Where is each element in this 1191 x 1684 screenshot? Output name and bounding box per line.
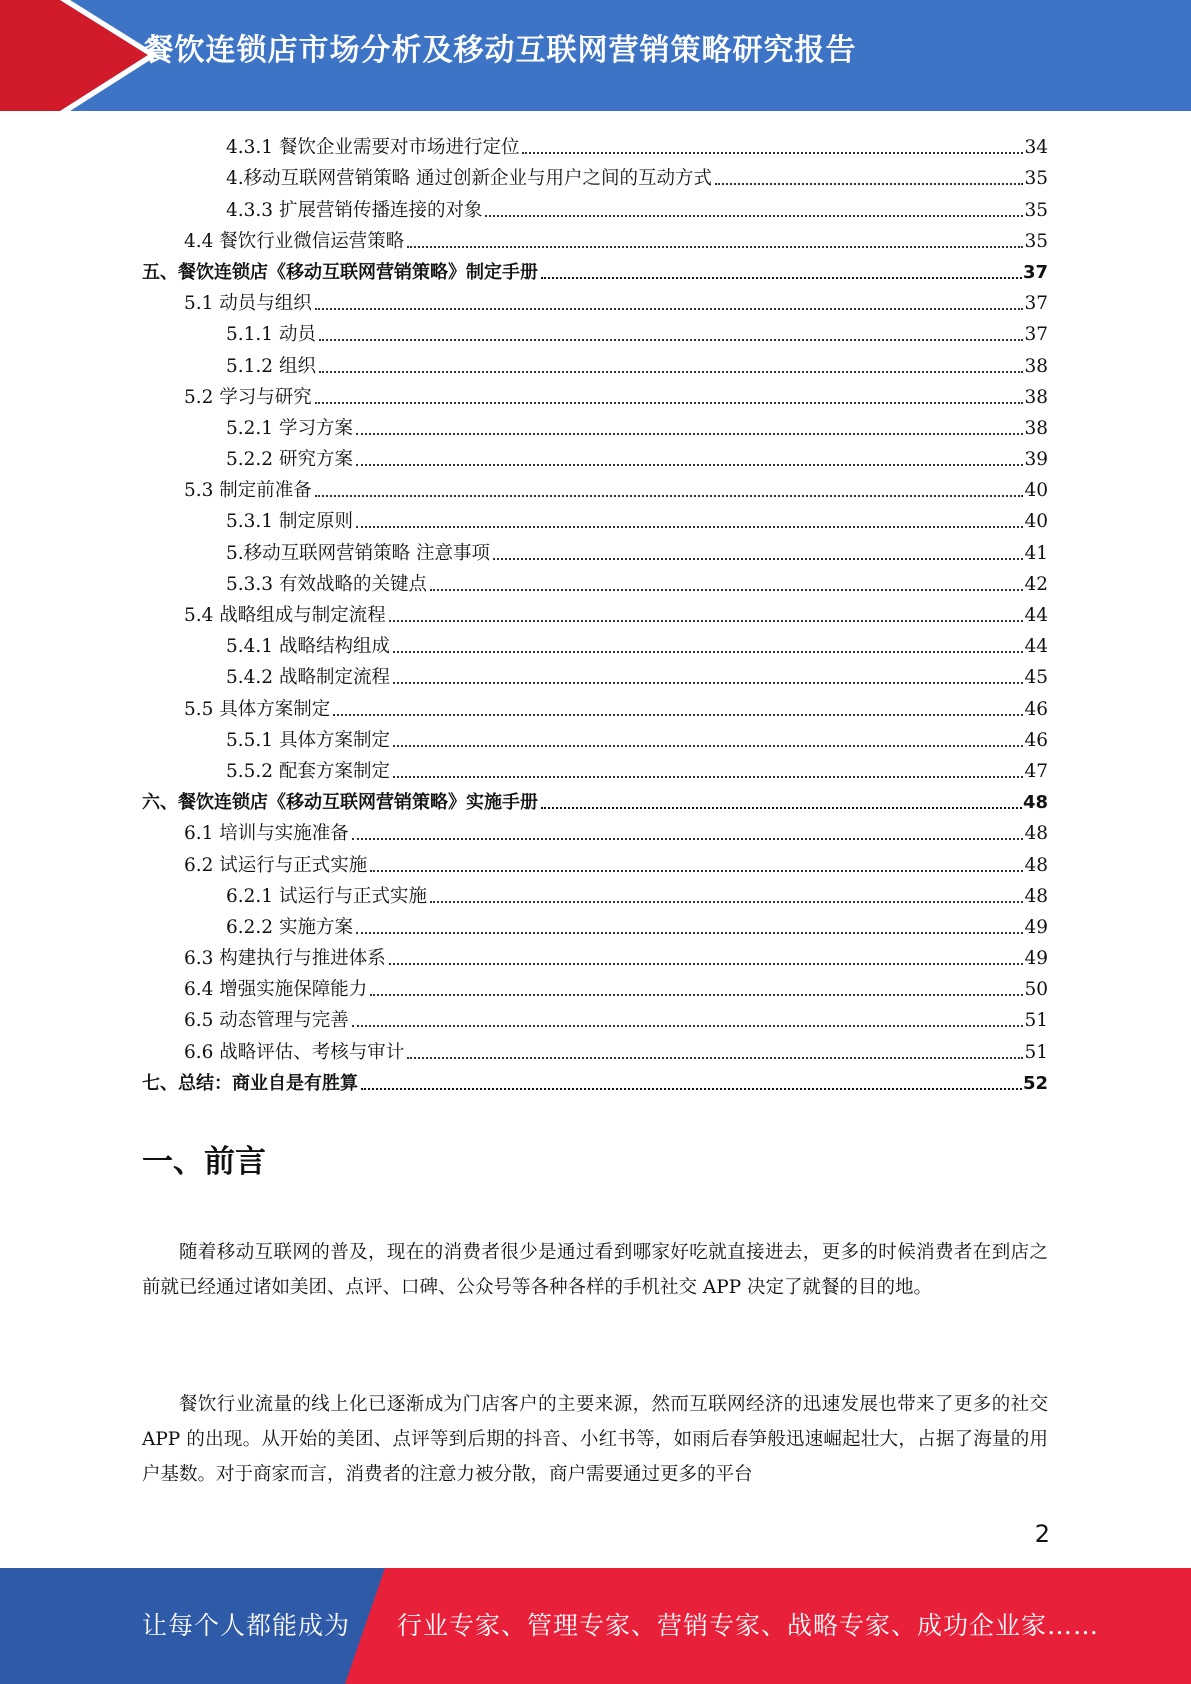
toc-entry-page: 38: [1024, 417, 1048, 439]
toc-entry-page: 49: [1024, 916, 1048, 938]
toc-entry-label: 五、餐饮连锁店《移动互联网营销策略》制定手册: [142, 261, 538, 283]
toc-entry[interactable]: [142, 877, 1048, 908]
toc-entry-page: 48: [1024, 885, 1048, 907]
toc-entry[interactable]: [142, 253, 1048, 284]
toc-entry-label: 六、餐饮连锁店《移动互联网营销策略》实施手册: [142, 792, 538, 814]
toc-entry[interactable]: [142, 783, 1048, 814]
header-title: 餐饮连锁店市场分析及移动互联网营销策略研究报告: [143, 33, 857, 68]
toc-dot-leader: [370, 993, 1023, 996]
toc-entry[interactable]: [142, 409, 1048, 440]
toc-entry[interactable]: [142, 440, 1048, 471]
toc-entry-label: 5.2 学习与研究: [184, 386, 312, 408]
toc-entry[interactable]: [142, 752, 1048, 783]
toc-entry-page: 45: [1024, 667, 1048, 689]
toc-entry-page: 38: [1024, 355, 1048, 377]
toc-entry[interactable]: [142, 658, 1048, 689]
toc-entry-page: 35: [1024, 199, 1048, 221]
toc-entry-label: 5.1.2 组织: [226, 355, 316, 377]
toc-entry-label: 5.1 动员与组织: [184, 293, 312, 315]
toc-entry-page: 37: [1022, 261, 1048, 283]
toc-dot-leader: [356, 432, 1024, 435]
footer-slogan-left: 让每个人都能成为: [142, 1611, 351, 1640]
toc-entry[interactable]: [142, 346, 1048, 377]
toc-entry-label: 4.3.1 餐饮企业需要对市场进行定位: [226, 137, 520, 159]
toc-entry[interactable]: [142, 814, 1048, 845]
toc-dot-leader: [430, 588, 1023, 591]
toc-entry[interactable]: [142, 315, 1048, 346]
toc-entry-page: 40: [1024, 511, 1048, 533]
toc-dot-leader: [485, 214, 1023, 217]
toc-entry-page: 44: [1024, 605, 1048, 626]
toc-entry-label: 6.3 构建执行与推进体系: [184, 948, 386, 970]
toc-entry[interactable]: [142, 908, 1048, 939]
toc-entry-page: 47: [1024, 760, 1048, 782]
toc-entry[interactable]: [142, 1032, 1048, 1063]
toc-entry-label: 5.4.1 战略结构组成: [226, 636, 390, 658]
toc-entry[interactable]: [142, 471, 1048, 502]
toc-entry-page: 34: [1024, 137, 1048, 159]
toc-dot-leader: [493, 557, 1023, 560]
toc-dot-leader: [393, 681, 1023, 684]
toc-dot-leader: [356, 931, 1024, 934]
page-header: [0, 0, 1191, 111]
toc-entry-page: 46: [1024, 698, 1048, 720]
toc-dot-leader: [430, 900, 1023, 903]
toc-entry-page: 35: [1024, 230, 1048, 252]
toc-entry-label: 6.2.1 试运行与正式实施: [226, 885, 427, 907]
toc-dot-leader: [389, 962, 1024, 965]
toc-entry[interactable]: [142, 502, 1048, 533]
toc-entry-label: 4.4 餐饮行业微信运营策略: [184, 230, 405, 252]
toc-entry-page: 42: [1024, 573, 1048, 595]
toc-entry-label: 七、总结：商业自是有胜算: [142, 1072, 358, 1094]
toc-entry-page: 48: [1024, 823, 1048, 845]
toc-entry-label: 5.3 制定前准备: [184, 480, 312, 502]
toc-entry[interactable]: [142, 159, 1048, 190]
section-title: 一、前言: [142, 1144, 266, 1180]
toc-entry-label: 6.2.2 实施方案: [226, 916, 353, 938]
toc-entry[interactable]: [142, 689, 1048, 720]
toc-entry[interactable]: [142, 284, 1048, 315]
paragraph: 餐饮行业流量的线上化已逐渐成为门店客户的主要来源，然而互联网经济的迅速发展也带来了更多的社交 APP 的出现。从开始的美团、点评等到后期的抖音、小红书等，如雨后春笋般迅速崛起壮大，占据了海量的用户基数。对于商家而言，消费者的注意力被分散，商户需要通过更多的平台: [142, 1394, 1048, 1485]
toc-dot-leader: [319, 370, 1024, 373]
toc-entry[interactable]: [142, 378, 1048, 409]
toc-entry-page: 41: [1024, 542, 1048, 564]
toc-entry[interactable]: [142, 565, 1048, 596]
toc-dot-leader: [315, 401, 1024, 404]
toc-dot-leader: [393, 775, 1023, 778]
toc-entry-label: 5.5.1 具体方案制定: [226, 729, 390, 751]
toc-entry-label: 5.5.2 配套方案制定: [226, 760, 390, 782]
toc-entry-label: 5.2.1 学习方案: [226, 417, 353, 439]
toc-entry-label: 6.6 战略评估、考核与审计: [184, 1041, 405, 1063]
toc-entry[interactable]: [142, 596, 1048, 627]
toc-entry-label: 4.移动互联网营销策略 通过创新企业与用户之间的互动方式: [226, 168, 713, 190]
toc-dot-leader: [407, 1056, 1023, 1059]
toc-entry-label: 5.5 具体方案制定: [184, 698, 331, 720]
toc-dot-leader: [541, 276, 1022, 279]
toc-entry-page: 46: [1024, 729, 1048, 751]
toc-entry-page: 48: [1024, 854, 1048, 876]
toc-entry[interactable]: [142, 845, 1048, 876]
toc-dot-leader: [393, 650, 1023, 653]
toc-entry-page: 49: [1024, 948, 1048, 970]
toc-entry-page: 38: [1024, 386, 1048, 408]
toc-entry-page: 52: [1022, 1072, 1048, 1094]
toc-entry-label: 4.3.3 扩展营销传播连接的对象: [226, 199, 483, 221]
toc-dot-leader: [407, 245, 1023, 248]
toc-dot-leader: [370, 869, 1023, 872]
toc-entry-label: 5.3.1 制定原则: [226, 511, 353, 533]
toc-entry-label: 5.2.2 研究方案: [226, 449, 353, 471]
toc-entry-page: 40: [1024, 480, 1048, 502]
toc-dot-leader: [352, 837, 1024, 840]
toc-dot-leader: [522, 151, 1023, 154]
toc-entry-page: 50: [1024, 979, 1048, 1001]
toc-entry-label: 6.4 增强实施保障能力: [184, 979, 368, 1001]
toc-entry[interactable]: [142, 533, 1048, 564]
toc-entry-page: 44: [1024, 636, 1048, 658]
toc-dot-leader: [541, 806, 1022, 809]
toc-dot-leader: [361, 1087, 1022, 1090]
toc-entry-label: 5.1.1 动员: [226, 324, 316, 346]
toc-entry-page: 51: [1024, 1041, 1048, 1063]
toc-entry-label: 6.2 试运行与正式实施: [184, 854, 368, 876]
paragraph: 随着移动互联网的普及，现在的消费者很少是通过看到哪家好吃就直接进去，更多的时候消费者在到店之前就已经通过诸如美团、点评、口碑、公众号等各种各样的手机社交 APP 决定了就餐的目的地。: [142, 1242, 1048, 1298]
toc-entry-page: 48: [1022, 792, 1048, 814]
toc-entry[interactable]: [142, 939, 1048, 970]
toc-dot-leader: [389, 619, 1024, 622]
toc-entry-page: 51: [1024, 1010, 1048, 1032]
toc-dot-leader: [315, 494, 1024, 497]
toc-dot-leader: [356, 525, 1024, 528]
table-of-contents: [142, 128, 1048, 1095]
toc-entry-page: 39: [1024, 449, 1048, 471]
toc-entry[interactable]: [142, 627, 1048, 658]
toc-dot-leader: [356, 463, 1024, 466]
toc-dot-leader: [352, 1024, 1024, 1027]
toc-entry[interactable]: [142, 222, 1048, 253]
toc-entry-label: 5.4.2 战略制定流程: [226, 667, 390, 689]
toc-entry-label: 5.移动互联网营销策略 注意事项: [226, 542, 491, 564]
toc-dot-leader: [715, 182, 1023, 185]
toc-entry-page: 37: [1024, 293, 1048, 315]
toc-entry-label: 6.5 动态管理与完善: [184, 1010, 349, 1032]
toc-dot-leader: [393, 744, 1023, 747]
footer-slogan-right: 行业专家、管理专家、营销专家、战略专家、成功企业家……: [397, 1611, 1100, 1640]
toc-entry-page: 37: [1024, 324, 1048, 346]
toc-entry-label: 5.4 战略组成与制定流程: [184, 605, 386, 626]
page-footer: [0, 1568, 1191, 1684]
toc-entry[interactable]: [142, 128, 1048, 159]
toc-dot-leader: [333, 713, 1023, 716]
toc-entry[interactable]: [142, 190, 1048, 221]
toc-dot-leader: [315, 307, 1024, 310]
toc-entry[interactable]: [142, 721, 1048, 752]
toc-entry[interactable]: [142, 970, 1048, 1001]
toc-dot-leader: [319, 338, 1024, 341]
toc-entry[interactable]: [142, 1064, 1048, 1095]
toc-entry-label: 5.3.3 有效战略的关键点: [226, 573, 427, 595]
toc-entry-page: 35: [1024, 168, 1048, 190]
toc-entry[interactable]: [142, 1001, 1048, 1032]
page-number: 2: [1034, 1520, 1050, 1548]
toc-entry-label: 6.1 培训与实施准备: [184, 823, 349, 845]
